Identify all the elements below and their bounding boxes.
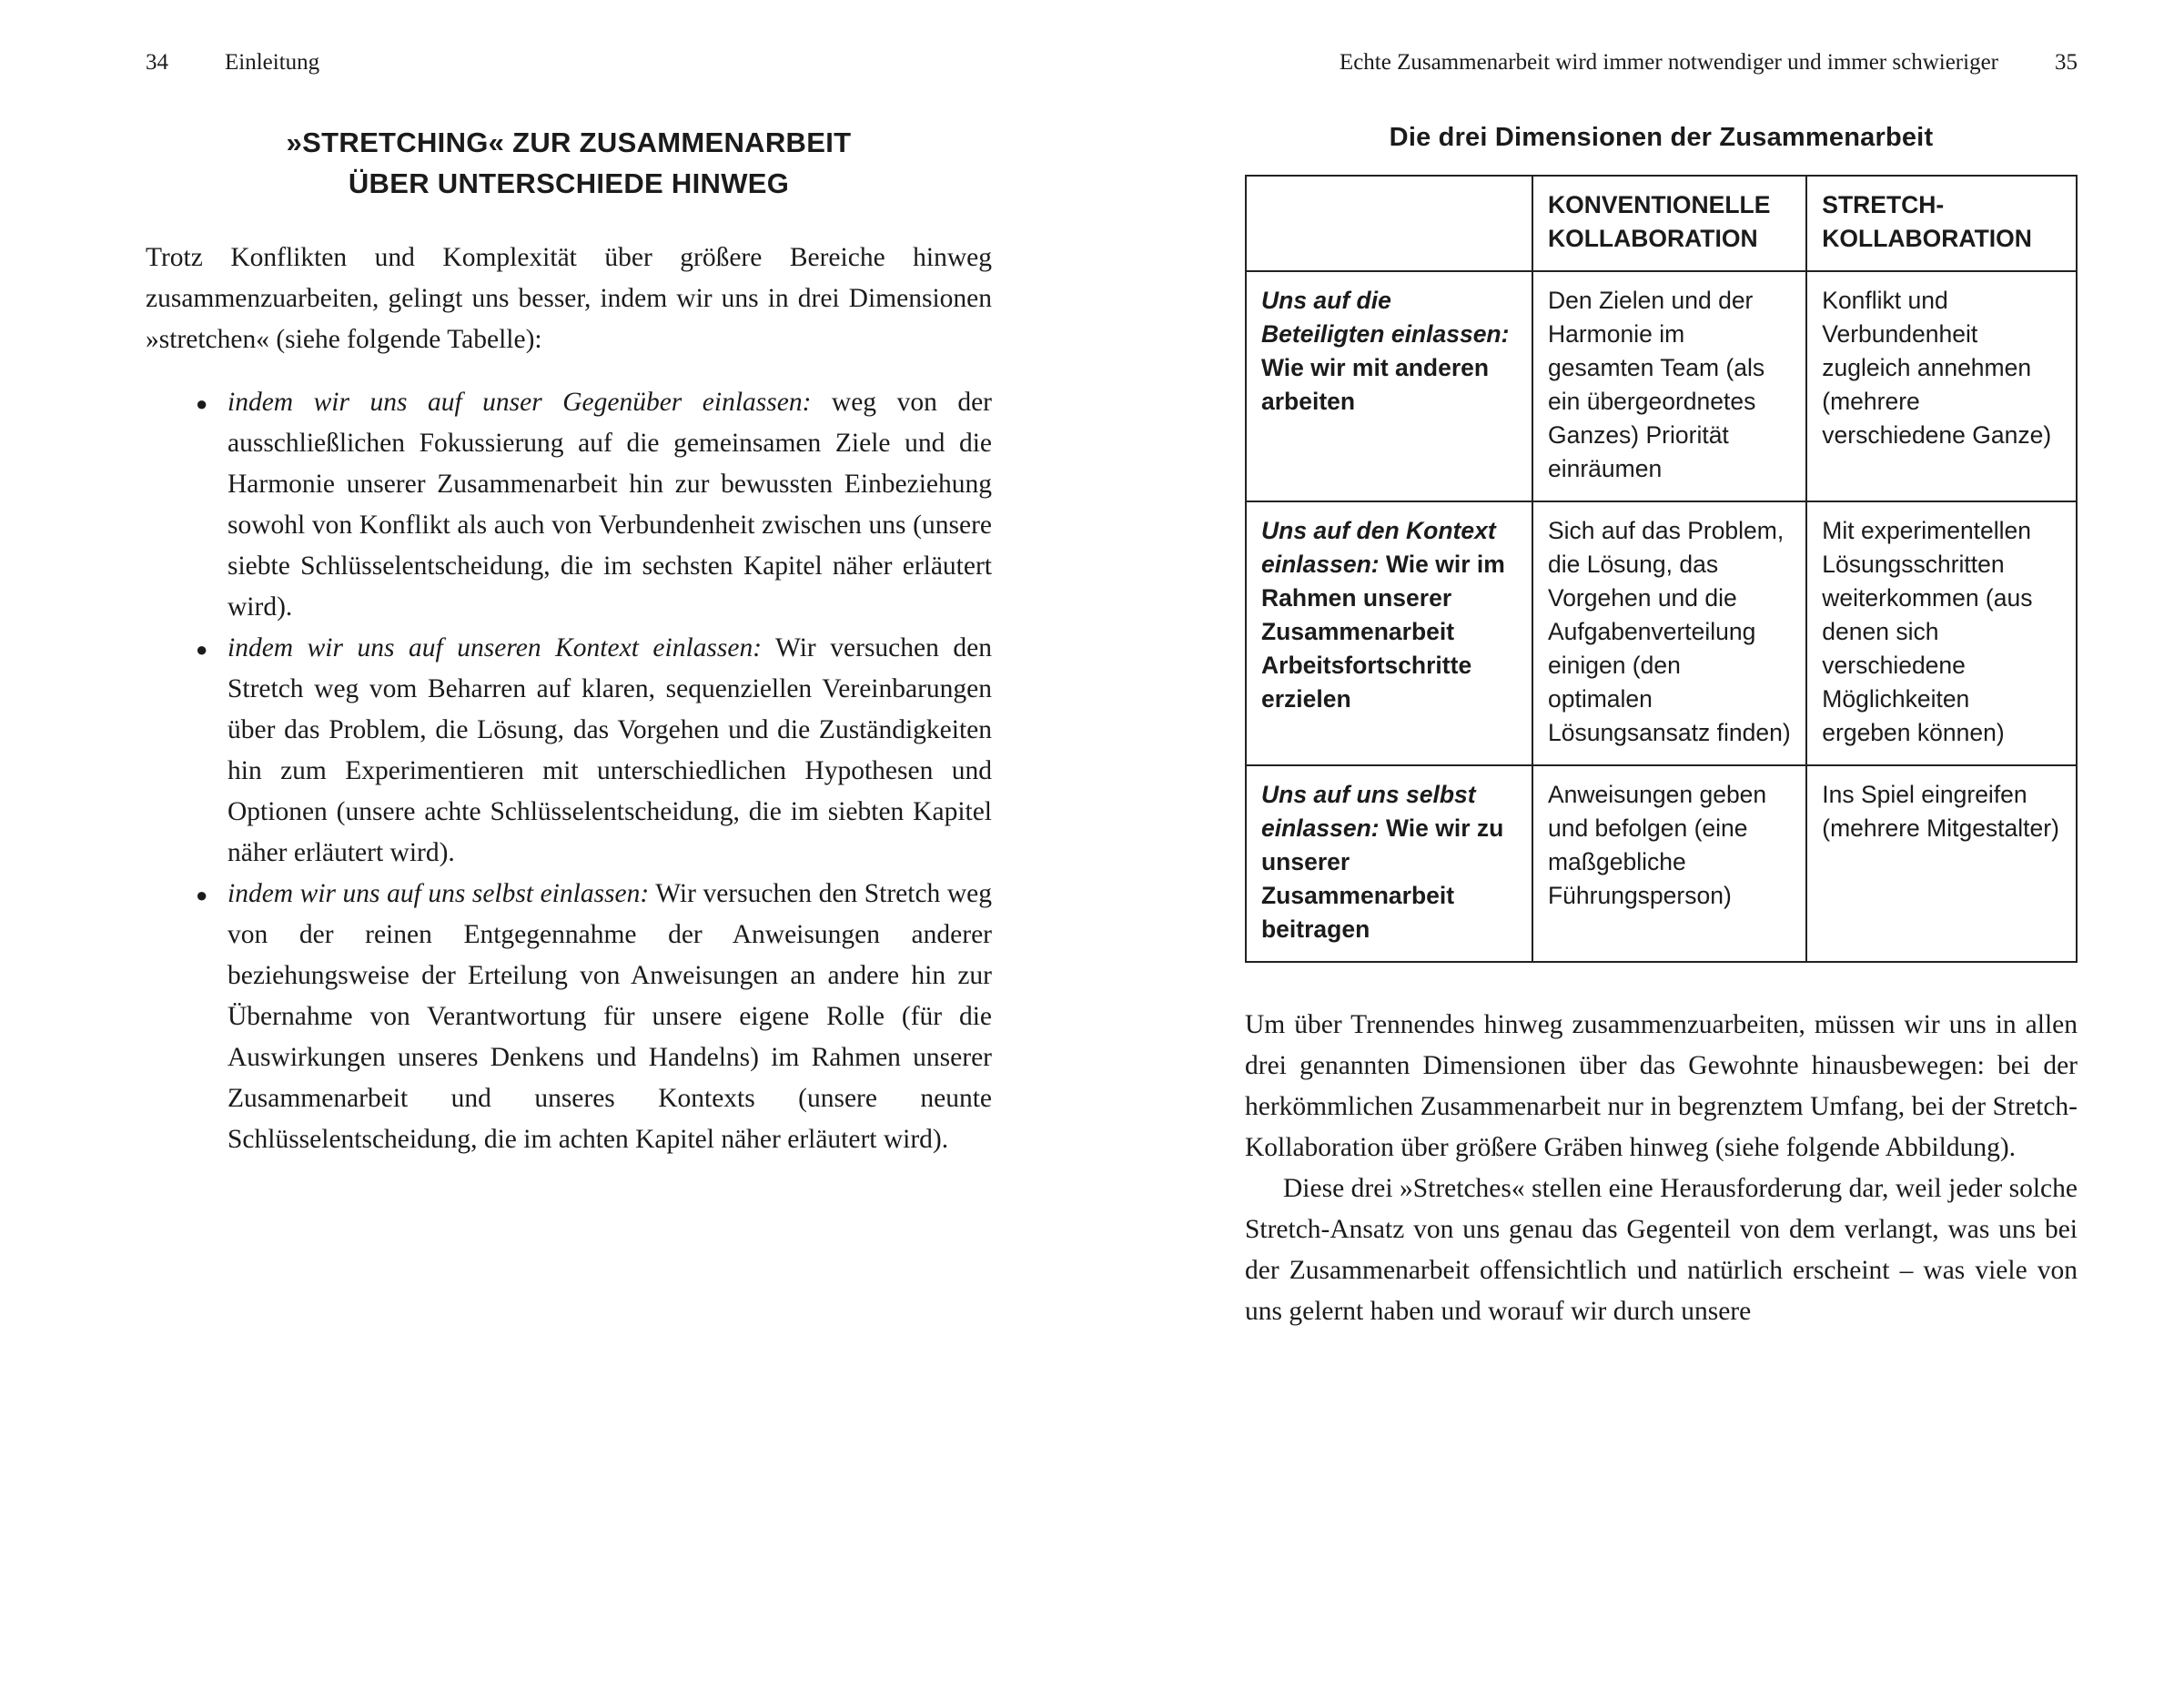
page-right [1245,50,2078,1332]
table-row [1246,271,2077,501]
cell-dimension [1246,765,1532,962]
bullet-lead: indem wir uns auf unseren Kontext einlassen: [228,632,763,662]
table-row [1246,501,2077,765]
cell-stretch: Konflikt und Verbundenheit zugleich annehmen (mehrere verschiedene Ganze) [1806,271,2077,501]
paragraph-second: Diese drei »Stretches« stellen eine Herausforderung dar, weil jeder solche Stretch-Ansatz von uns genau das Gegenteil von dem verlangt, was uns bei der Zusammenarbeit offensichtlich und natürlich erscheint – was viele von uns gelernt haben und worauf wir durch unsere [1245,1174,2078,1326]
cell-dimension-rest: Wie wir im Rahmen unserer Zusammenarbeit Arbeitsfortschritte erzielen [1261,551,1505,713]
running-head-right: Echte Zusammenarbeit wird immer notwendiger und immer schwieriger [1339,50,1998,75]
table-header-conventional: KONVENTIONELLE KOLLABORATION [1532,176,1806,271]
bullet-text: Wir versuchen den Stretch weg von der reinen Entgegennahme der Anweisungen anderer beziehungsweise der Erteilung von Anweisungen an andere hin zur Übernahme von Verantwortung für unsere eigene Rolle (für die Auswirkungen unseres Denkens und Handelns) im Rahmen unserer Zusammenarbeit und unseres Kontexts (unsere neunte Schlüsselentscheidung, die im achten Kapitel näher erläutert wird). [228,878,992,1154]
cell-conventional: Den Zielen und der Harmonie im gesamten Team (als ein übergeordnetes Ganzes) Priorität einräumen [1532,271,1806,501]
cell-conventional: Anweisungen geben und befolgen (eine maßgebliche Führungsperson) [1532,765,1806,962]
cell-dimension-lead: Uns auf den Kontext einlassen: [1261,517,1496,578]
page-number-right: 35 [2055,50,2078,75]
running-header-left [146,50,992,76]
page-left [146,50,992,1160]
bullet-lead: indem wir uns auf unser Gegenüber einlassen: [228,387,812,417]
list-item [146,628,992,874]
bullet-text: Wir versuchen den Stretch weg vom Beharren auf klaren, sequenziellen Vereinbarungen über das Problem, die Lösung, das Vorgehen und die Zuständigkeiten hin zum Experimentieren mit unterschiedlichen Hypothesen und Optionen (unsere achte Schlüsselentscheidung, die im siebten Kapitel näher erläutert wird). [228,632,992,867]
table-header-stretch: STRETCH-KOLLABORATION [1806,176,2077,271]
section-heading [146,123,992,205]
list-item [146,874,992,1160]
table-header-row [1246,176,2077,271]
page-number-left: 34 [146,50,168,75]
running-head-left: Einleitung [225,50,320,75]
section-heading-line2: ÜBER UNTERSCHIEDE HINWEG [348,167,790,199]
table-row [1246,765,2077,962]
intro-paragraph: Trotz Konflikten und Komplexität über größere Bereiche hinweg zusammenzuarbeiten, gelingt uns besser, indem wir uns in drei Dimensionen »stretchen« (siehe folgende Tabelle): [146,242,992,354]
bullet-list [146,382,992,1160]
bullet-icon: ● [196,637,208,661]
cell-conventional: Sich auf das Problem, die Lösung, das Vorgehen und die Aufgabenverteilung einigen (den optimalen Lösungsansatz finden) [1532,501,1806,765]
cell-dimension-lead: Uns auf die Beteiligten einlassen: [1261,287,1510,348]
paragraph-after-table: Um über Trennendes hinweg zusammenzuarbeiten, müssen wir uns in allen drei genannten Dimensionen über das Gewohnte hinausbewegen: bei der herkömmlichen Zusammenarbeit nur in begrenztem Umfang, bei der Stretch-Kollaboration über größere Gräben hinweg (siehe folgende Abbildung). [1245,1010,2078,1162]
dimensions-table [1245,175,2078,963]
table-header-dimension [1246,176,1532,271]
cell-dimension-rest: Wie wir zu unserer Zusammenarbeit beitragen [1261,814,1504,943]
cell-dimension [1246,501,1532,765]
bullet-icon: ● [196,883,208,906]
cell-dimension-lead: Uns auf uns selbst einlassen: [1261,781,1476,842]
cell-dimension [1246,271,1532,501]
running-header-right [1245,50,2078,76]
section-heading-line1: »STRETCHING« ZUR ZUSAMMENARBEIT [286,126,852,158]
bullet-lead: indem wir uns auf uns selbst einlassen: [228,878,650,908]
list-item [146,382,992,628]
cell-dimension-rest: Wie wir mit anderen arbeiten [1261,354,1490,415]
table-title: Die drei Dimensionen der Zusammenarbeit [1389,123,1934,152]
cell-stretch: Mit experimentellen Lösungsschritten weiterkommen (aus denen sich verschiedene Möglichkeiten ergeben können) [1806,501,2077,765]
bullet-icon: ● [196,391,208,415]
bullet-text: weg von der ausschließlichen Fokussierung auf die gemeinsamen Ziele und die Harmonie unserer Zusammenarbeit hin zur bewussten Einbeziehung sowohl von Konflikt als auch von Verbundenheit zwischen uns (unsere siebte Schlüsselentscheidung, die im sechsten Kapitel näher erläutert wird). [228,387,992,622]
cell-stretch: Ins Spiel eingreifen (mehrere Mitgestalter) [1806,765,2077,962]
